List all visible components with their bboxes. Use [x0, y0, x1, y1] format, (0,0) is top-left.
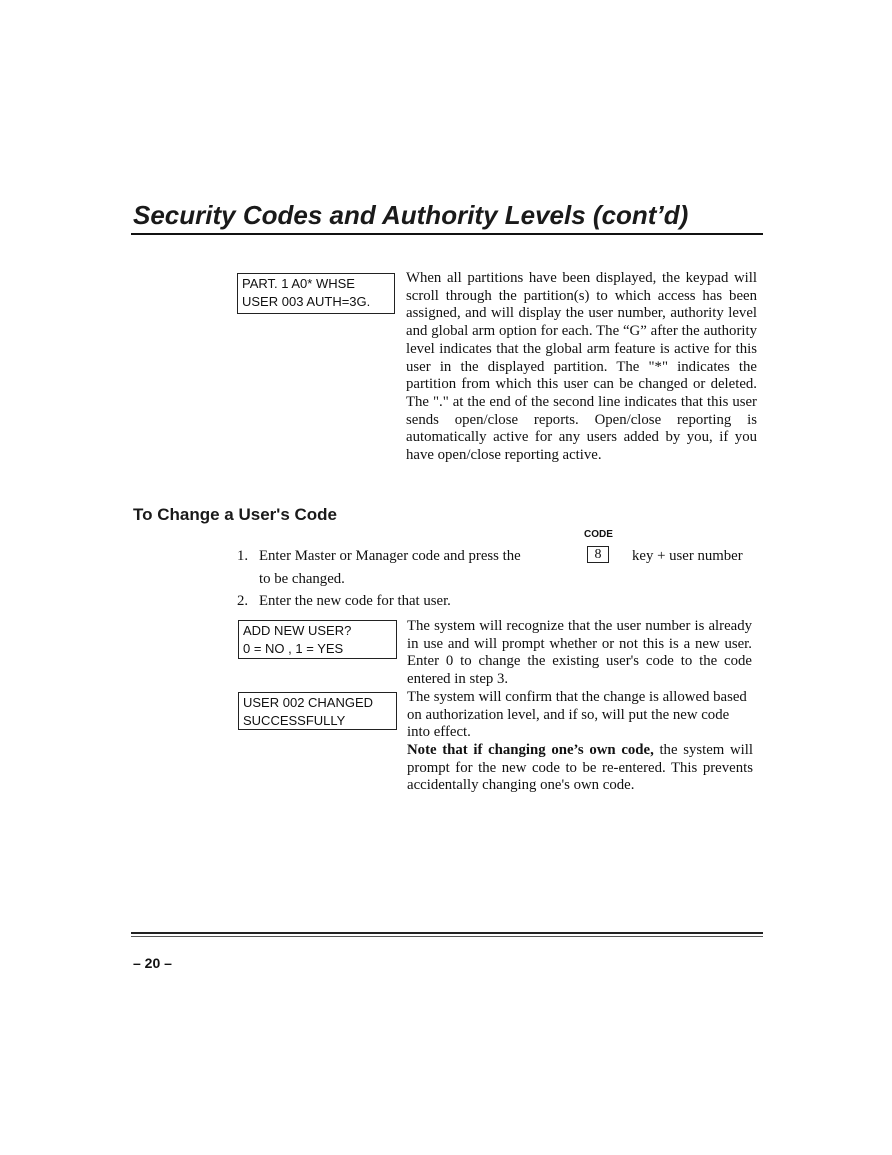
section-heading: To Change a User's Code: [133, 505, 337, 524]
code-key-caption: CODE: [584, 529, 613, 540]
step-2-text: Enter the new code for that user.: [259, 593, 451, 609]
note-text: the system will prompt for the new code to be re-entered. This prevents accidentally changing one's own code.: [407, 742, 753, 794]
page-number: – 20 –: [133, 955, 172, 971]
display-line-2: SUCCESSFULLY: [243, 713, 346, 728]
code-key-8: 8: [587, 546, 609, 563]
step-1-text: Enter Master or Manager code and press the: [259, 548, 521, 564]
footer-rule: [131, 932, 763, 934]
display-line-1: PART. 1 A0* WHSE: [242, 276, 355, 291]
confirm-change-paragraph: The system will confirm that the change is allowed based on authorization level, and if so, will put the new code into effect.: [407, 689, 747, 741]
step-1-number: 1.: [237, 548, 249, 564]
display-line-2: USER 003 AUTH=3G.: [242, 294, 371, 309]
step-1-suffix: key + user number: [632, 548, 743, 564]
title-underline: [131, 233, 763, 235]
footer-rule-thin: [131, 936, 763, 937]
page-title: Security Codes and Authority Levels (cont’d): [133, 200, 689, 230]
step-1-continuation: to be changed.: [259, 571, 345, 587]
recognize-user-paragraph: The system will recognize that the user number is already in use and will prompt whether or not this is a new user. Enter 0 to change the existing user's code to the code entered in step 3.: [407, 618, 752, 688]
display-line-1: ADD NEW USER?: [243, 623, 352, 638]
note-emphasis: Note that if changing one’s own code,: [407, 742, 654, 758]
keypad-display-changed: [238, 692, 397, 730]
keypad-display-add-user: [238, 620, 397, 659]
own-code-note: [407, 742, 753, 795]
step-2-number: 2.: [237, 593, 249, 609]
display-line-2: 0 = NO , 1 = YES: [243, 641, 344, 656]
partition-scroll-paragraph: When all partitions have been displayed, the keypad will scroll through the partition(s) to which access has been assigned, and will display the user number, authority level and global arm option for each. The “G” after the authority level indicates that the global arm feature is active for this user in the displayed partition. The "*" indicates the partition from which this user can be changed or deleted. The "." at the end of the second line indicates that this user sends open/close reports. Open/close reporting is automatically active for any users added by you, if you have open/close reporting active.: [406, 270, 757, 464]
display-line-1: USER 002 CHANGED: [243, 695, 374, 710]
keypad-display-partition: [237, 273, 395, 314]
